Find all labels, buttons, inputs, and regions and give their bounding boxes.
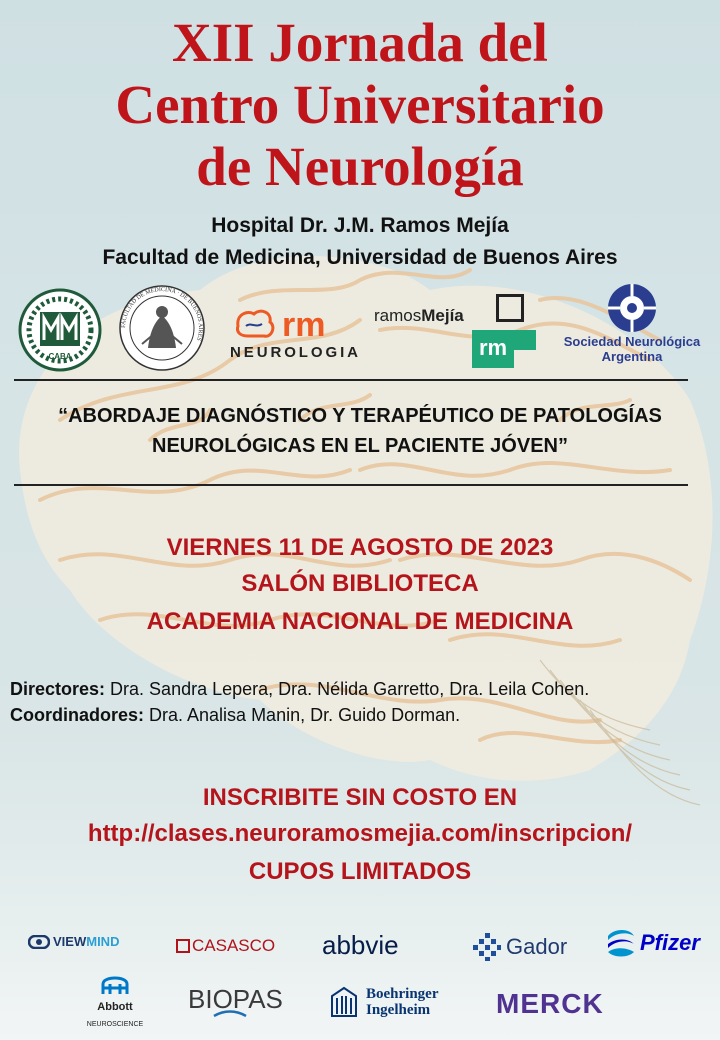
sna-name: Sociedad Neurológica Argentina [563, 334, 701, 364]
ramos-green-square [514, 330, 536, 350]
divider-bottom [14, 484, 688, 486]
abbott-logo: Abbott NEUROSCIENCE [80, 972, 150, 1028]
gador-logo: Gador [472, 932, 567, 962]
sna-logo [552, 282, 712, 368]
mm-caba-text: CABA [48, 352, 72, 361]
registration-cta: INSCRIBITE SIN COSTO EN [202, 784, 518, 811]
sna-emblem-icon [606, 282, 658, 334]
abbott-mark-icon [100, 972, 130, 996]
ramos-wordmark: ramosMejía [374, 306, 464, 325]
theme-line-1: “ABORDAJE DIAGNÓSTICO Y TERAPÉUTICO DE PATOLOGÍAS [58, 405, 662, 427]
event-venue: ACADEMIA NACIONAL DE MEDICINA [146, 608, 574, 635]
abbvie-logo: abbvie [322, 930, 399, 960]
event-date: VIERNES 11 DE AGOSTO DE 2023 [166, 534, 554, 561]
coordinators-line: Coordinadores: Dra. Analisa Manin, Dr. Guido Dorman. [10, 705, 461, 725]
ramos-square-outline [496, 294, 524, 322]
merck-logo: MERCK [496, 988, 604, 1019]
casasco-logo: CASASCO [176, 936, 275, 956]
biopas-swoosh-icon [212, 1010, 248, 1020]
ramos-mejia-logo [374, 294, 540, 370]
rm-neuro-text: NEUROLOGIA [230, 344, 358, 360]
facultad-medicina-seal [118, 284, 206, 372]
host-faculty: Facultad de Medicina, Universidad de Buenos Aires [102, 246, 618, 269]
pfizer-logo: Pfizer [604, 926, 700, 960]
divider-top [14, 379, 688, 381]
gador-diamond-icon [472, 932, 502, 962]
mm-caba-logo [18, 288, 102, 372]
theme-line-2: NEUROLÓGICAS EN EL PACIENTE JÓVEN” [152, 435, 568, 457]
pfizer-helix-icon [604, 926, 638, 960]
seal-ring-text: FACULTAD DE MEDICINA · DE BUENOS AIRES [120, 286, 204, 342]
boehringer-building-icon [328, 986, 360, 1018]
rm-neurologia-logo [230, 304, 360, 360]
viewmind-logo: VIEW MIND [28, 934, 119, 949]
casasco-mark-icon [176, 939, 190, 953]
registration-limited: CUPOS LIMITADOS [248, 858, 472, 885]
directors-line: Directores: Dra. Sandra Lepera, Dra. Nélida Garretto, Dra. Leila Cohen. [10, 679, 590, 699]
title-line-3: de Neurología [196, 136, 524, 197]
title-line-1: XII Jornada del [172, 12, 548, 73]
registration-url[interactable]: http://clases.neuroramosmejia.com/inscripcion/ [87, 820, 633, 847]
biopas-logo: BIOPAS [188, 984, 283, 1014]
viewmind-eye-icon [28, 935, 50, 949]
event-room: SALÓN BIBLIOTECA [241, 570, 479, 597]
host-hospital: Hospital Dr. J.M. Ramos Mejía [211, 214, 509, 237]
boehringer-logo: Boehringer Ingelheim [328, 986, 439, 1018]
ramos-rm-mark: rm [472, 330, 514, 368]
title-line-2: Centro Universitario [115, 74, 605, 135]
rm-neuro-mark: rm [282, 306, 326, 344]
